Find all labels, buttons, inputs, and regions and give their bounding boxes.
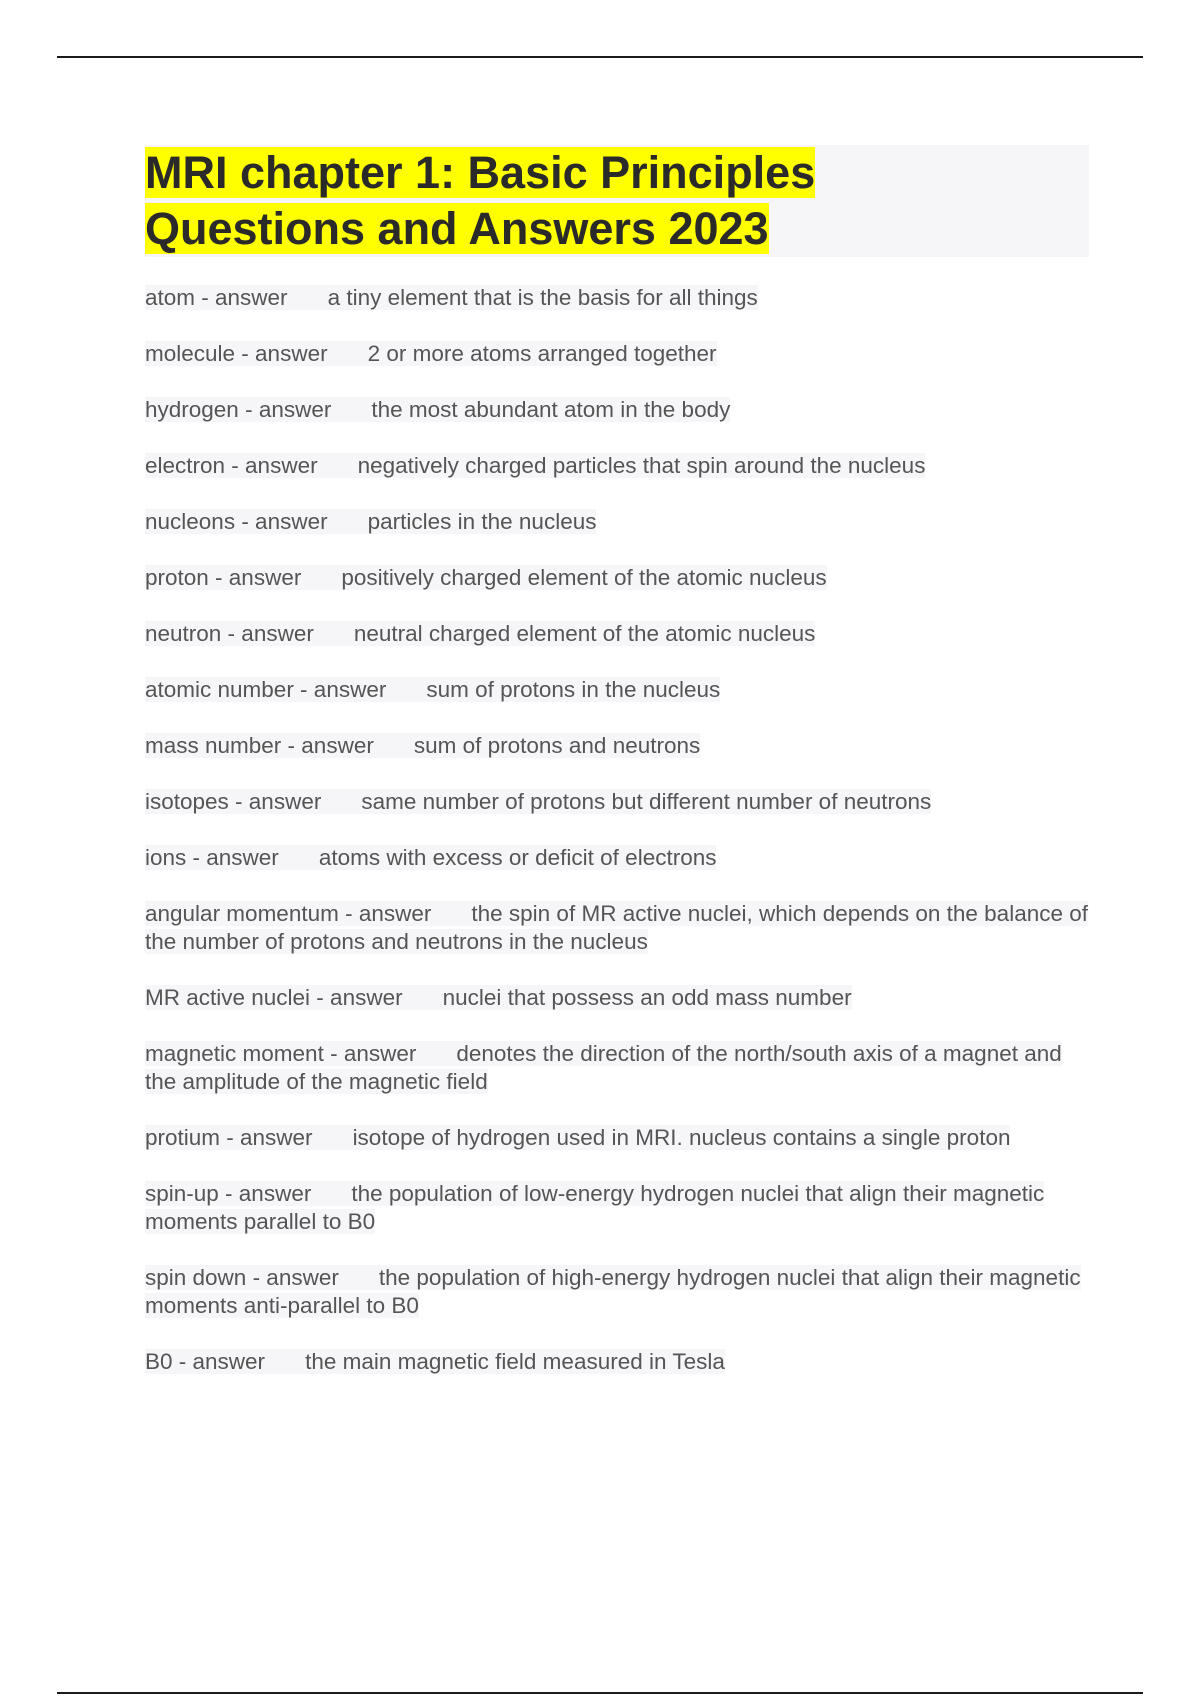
qa-definition: sum of protons in the nucleus: [426, 677, 721, 702]
qa-term: protium - answer: [145, 1125, 313, 1150]
qa-term: molecule - answer: [145, 341, 328, 366]
qa-term: angular momentum - answer: [145, 901, 432, 926]
qa-definition: atoms with excess or deficit of electrons: [318, 845, 717, 870]
qa-term: spin down - answer: [145, 1265, 339, 1290]
qa-term: mass number - answer: [145, 733, 374, 758]
qa-definition: negatively charged particles that spin around the nucleus: [357, 453, 926, 478]
qa-definition: sum of protons and neutrons: [413, 733, 701, 758]
bottom-rule: [57, 1692, 1143, 1694]
qa-item: [145, 900, 1089, 956]
title-block: [145, 145, 1089, 257]
qa-item: [145, 452, 1089, 480]
qa-term: isotopes - answer: [145, 789, 322, 814]
qa-list: [145, 284, 1089, 1404]
top-rule: [57, 56, 1143, 58]
qa-definition: neutral charged element of the atomic nucleus: [353, 621, 816, 646]
qa-term: magnetic moment - answer: [145, 1041, 417, 1066]
qa-item: [145, 508, 1089, 536]
qa-definition: isotope of hydrogen used in MRI. nucleus contains a single proton: [352, 1125, 1011, 1150]
qa-item: [145, 1124, 1089, 1152]
qa-definition: a tiny element that is the basis for all things: [327, 285, 758, 310]
qa-definition: the population of high-energy hydrogen nuclei that align their magnetic moments anti-parallel to B0: [145, 1265, 1081, 1318]
qa-definition: denotes the direction of the north/south axis of a magnet and the amplitude of the magnetic field: [145, 1041, 1062, 1094]
qa-item: [145, 340, 1089, 368]
qa-item: [145, 732, 1089, 760]
qa-definition: nuclei that possess an odd mass number: [442, 985, 852, 1010]
qa-item: [145, 1348, 1089, 1376]
qa-item: [145, 844, 1089, 872]
qa-term: electron - answer: [145, 453, 318, 478]
qa-definition: the main magnetic field measured in Tesla: [305, 1349, 725, 1374]
qa-item: [145, 620, 1089, 648]
qa-term: MR active nuclei - answer: [145, 985, 403, 1010]
qa-term: atomic number - answer: [145, 677, 387, 702]
qa-term: B0 - answer: [145, 1349, 266, 1374]
qa-item: [145, 676, 1089, 704]
qa-term: ions - answer: [145, 845, 279, 870]
qa-term: proton - answer: [145, 565, 302, 590]
page-title: [145, 145, 1089, 257]
qa-term: atom - answer: [145, 285, 288, 310]
qa-term: spin-up - answer: [145, 1181, 312, 1206]
title-line-2: Questions and Answers 2023: [145, 203, 769, 254]
title-line-1: MRI chapter 1: Basic Principles: [145, 147, 816, 198]
qa-item: [145, 284, 1089, 312]
qa-item: [145, 396, 1089, 424]
qa-item: [145, 984, 1089, 1012]
qa-item: [145, 1040, 1089, 1096]
qa-definition: the most abundant atom in the body: [371, 397, 731, 422]
qa-item: [145, 564, 1089, 592]
qa-term: neutron - answer: [145, 621, 314, 646]
qa-definition: positively charged element of the atomic nucleus: [341, 565, 827, 590]
qa-definition: the spin of MR active nuclei, which depends on the balance of the number of protons and neutrons in the nucleus: [145, 901, 1089, 954]
qa-definition: same number of protons but different number of neutrons: [361, 789, 932, 814]
qa-item: [145, 1180, 1089, 1236]
qa-item: [145, 1264, 1089, 1320]
qa-definition: 2 or more atoms arranged together: [367, 341, 717, 366]
qa-definition: the population of low-energy hydrogen nuclei that align their magnetic moments parallel to B0: [145, 1181, 1045, 1234]
qa-term: nucleons - answer: [145, 509, 328, 534]
qa-term: hydrogen - answer: [145, 397, 332, 422]
qa-definition: particles in the nucleus: [367, 509, 597, 534]
qa-item: [145, 788, 1089, 816]
